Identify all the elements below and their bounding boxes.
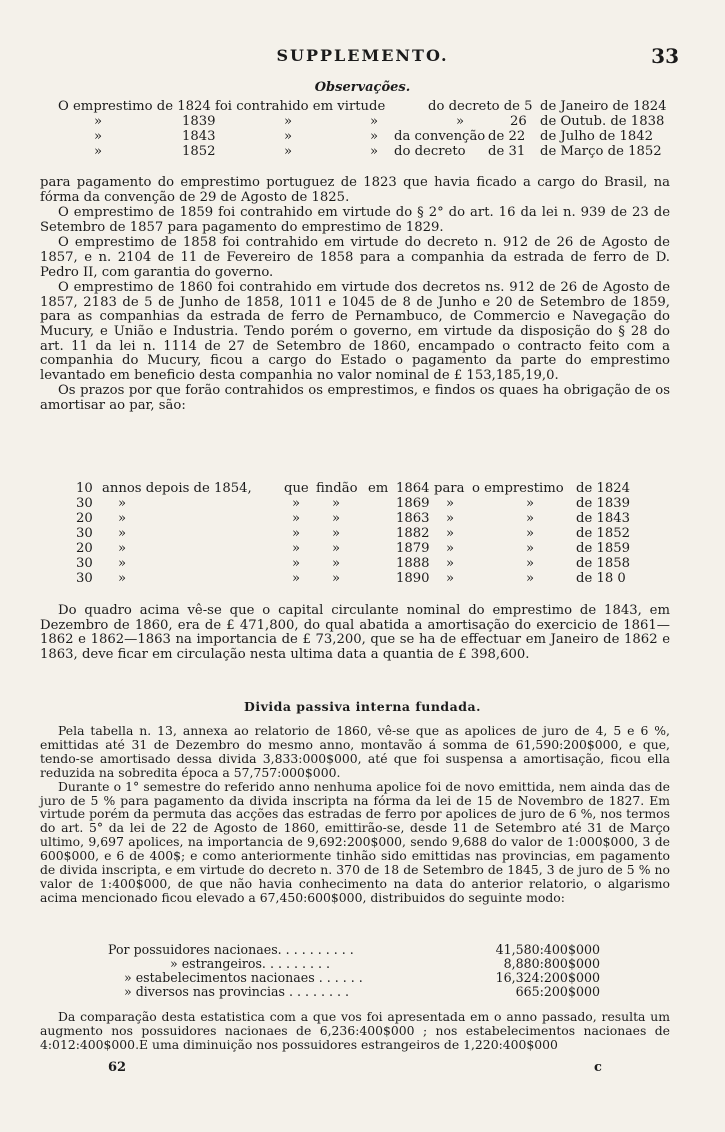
prazo-de: de 1852 bbox=[576, 526, 630, 541]
prazo-emprestimo: o emprestimo bbox=[472, 481, 564, 496]
prazo-ano-fim: 1888 bbox=[396, 556, 430, 571]
distribuicao-label: » diversos nas provincias . . . . . . . . bbox=[124, 984, 350, 999]
prazo-text: » bbox=[118, 541, 127, 556]
prazo-anos: 30 bbox=[76, 556, 93, 571]
page-header bbox=[0, 44, 725, 68]
prazo-text: » bbox=[118, 496, 127, 511]
prazo-de: de 1858 bbox=[576, 556, 630, 571]
prazo-findao: » bbox=[332, 496, 341, 511]
row-day: de 31 bbox=[488, 144, 526, 159]
signature-mark-right: c bbox=[594, 1060, 602, 1075]
prazo-em: em bbox=[368, 481, 389, 496]
prazo-de: de 18 0 bbox=[576, 571, 626, 586]
distribuicao-list bbox=[108, 942, 600, 998]
prazo-anos: 20 bbox=[76, 511, 93, 526]
prazo-que: que bbox=[284, 481, 309, 496]
ditto-mark: » bbox=[94, 129, 103, 144]
prazos-row bbox=[40, 557, 670, 572]
distribuicao-row bbox=[108, 942, 600, 956]
distribuicao-value: 665:200$000 bbox=[515, 984, 600, 999]
row-decree: da convenção bbox=[394, 129, 486, 144]
final-paragraph: Da comparação desta estatistica com a que vos foi apresentada em o anno passado, resulta um augmento nos possuidores nacionaes de 6,236:400$000 ; nos estabelecimentos nacionaes de 4:012:400$000.E uma diminuição nos possuidores estrangeiros de 1,220:400$000 bbox=[40, 1009, 670, 1052]
divida-paragraphs bbox=[40, 724, 670, 905]
prazo-emprestimo: » bbox=[526, 571, 535, 586]
prazo-emprestimo: » bbox=[526, 556, 535, 571]
distribuicao-row bbox=[108, 984, 600, 998]
emprestimos-list bbox=[40, 100, 670, 162]
prazo-anos: 30 bbox=[76, 526, 93, 541]
prazo-text: » bbox=[118, 571, 127, 586]
paragraph: para pagamento do emprestimo portuguez de 1823 que havia ficado a cargo do Brasil, na fórma da convenção de 29 de Agosto de 1825. bbox=[40, 175, 670, 205]
prazo-ano-fim: 1890 bbox=[396, 571, 430, 586]
prazo-findao: » bbox=[332, 511, 341, 526]
observacoes-heading: Observações. bbox=[314, 80, 411, 95]
row-date: de Julho de 1842 bbox=[540, 129, 654, 144]
paragraph: Durante o 1° semestre do referido anno nenhuma apolice foi de novo emittida, nem ainda das de juro de 5 % para pagamento da divida inscripta na fórma da lei de 15 de Novembro de 1827. Em virtude porém da permuta das acções das estradas de ferro por apolices de juro de 6 %, nos termos do art. 5° da lei de 22 de Agosto de 1860, emittirão-se, desde 11 de Setembro até 31 de Março ultimo, 9,697 apolices, na importancia de 9,692:200$000, sendo 9,688 do valor de 1:000$000, 3 de 600$000, e 6 de 400$; e como anteriormente tinhão sido emittidas nas provincias, em pagamento de divida inscripta, e em virtude do decreto n. 370 de 18 de Setembro de 1845, 3 de juro de 5 % no valor de 1:400$000, de que não havia conhecimento na data do anterior relatorio, o algarismo acima mencionado ficou elevado a 67,450:600$000, distribuidos do seguinte modo: bbox=[40, 778, 670, 905]
row-date: de Janeiro de 1824 bbox=[540, 99, 667, 114]
prazo-emprestimo: » bbox=[526, 511, 535, 526]
paragraph: O emprestimo de 1858 foi contrahido em virtude do decreto n. 912 de 26 de Agosto de 1857, e n. 2104 de 11 de Fevereiro de 1858 para a companhia da estrada de ferro de D. Pedro II, com garantia do governo. bbox=[40, 235, 670, 280]
emprestimo-row bbox=[40, 115, 670, 130]
prazo-anos: 20 bbox=[76, 541, 93, 556]
prazo-ano-fim: 1869 bbox=[396, 496, 430, 511]
ditto-mark: » bbox=[370, 129, 379, 144]
prazo-de: de 1843 bbox=[576, 511, 630, 526]
paragraph: Pela tabella n. 13, annexa ao relatorio de 1860, vê-se que as apolices de juro de 4, 5 e 6 %, emittidas até 31 de Dezembro do mesmo anno, montavão á somma de 61,590:200$000, e que, tendo-se amortisado dessa divida 3,833:000$000, até que foi suspensa a amortisação, ficou ella reduzida na sobredita época a 57,757:000$000. bbox=[40, 723, 670, 780]
prazo-text: » bbox=[118, 526, 127, 541]
row-year: 1839 bbox=[182, 114, 216, 129]
prazo-para: » bbox=[446, 511, 455, 526]
prazo-ano-fim: 1879 bbox=[396, 541, 430, 556]
ditto-mark: » bbox=[370, 114, 379, 129]
prazo-ano-fim: 1863 bbox=[396, 511, 430, 526]
prazo-findao: » bbox=[332, 526, 341, 541]
page-footer bbox=[0, 1060, 725, 1080]
row-date: de Outub. de 1838 bbox=[540, 114, 665, 129]
prazo-anos: 30 bbox=[76, 496, 93, 511]
prazo-que: » bbox=[292, 556, 301, 571]
prazos-row bbox=[40, 482, 670, 497]
emprestimo-row bbox=[40, 130, 670, 145]
distribuicao-row bbox=[108, 970, 600, 984]
prazo-findao: » bbox=[332, 541, 341, 556]
prazo-para: » bbox=[446, 526, 455, 541]
prazo-findao: » bbox=[332, 571, 341, 586]
row-decree: do decreto de 5 bbox=[428, 99, 533, 114]
ditto-mark: » bbox=[370, 144, 379, 159]
ditto-mark: » bbox=[284, 114, 293, 129]
prazos-row bbox=[40, 527, 670, 542]
ditto-mark: » bbox=[284, 129, 293, 144]
emprestimo-row bbox=[40, 100, 670, 115]
distribuicao-label: Por possuidores nacionaes. . . . . . . . . . bbox=[108, 942, 354, 957]
quadro-paragraph: Do quadro acima vê-se que o capital circulante nominal do emprestimo de 1843, em Dezembro de 1860, era de £ 471,800, do qual abatida a amortisação do exercicio de 1861—1862 e 1862—1863 na importancia de £ 73,200, que se ha de effectuar em Janeiro de 1862 e 1863, deve ficar em circulação nesta ultima data a quantia de £ 398,600. bbox=[40, 603, 670, 662]
prazo-anos: 10 bbox=[76, 481, 93, 496]
prazo-que: » bbox=[292, 541, 301, 556]
row-year: 1843 bbox=[182, 129, 216, 144]
prazo-findao: findão bbox=[316, 481, 358, 496]
row-decree: do decreto bbox=[394, 144, 466, 159]
emprestimo-row bbox=[40, 145, 670, 160]
prazo-ano-fim: 1882 bbox=[396, 526, 430, 541]
running-title: SUPPLEMENTO. bbox=[276, 46, 449, 65]
prazos-row bbox=[40, 497, 670, 512]
paragraph: Os prazos por que forão contrahidos os emprestimos, e findos os quaes ha obrigação de os amortisar ao par, são: bbox=[40, 383, 670, 413]
section-heading: Divida passiva interna fundada. bbox=[244, 699, 481, 714]
prazo-de: de 1859 bbox=[576, 541, 630, 556]
ditto-mark: » bbox=[94, 144, 103, 159]
prazos-row bbox=[40, 542, 670, 557]
prazo-para: » bbox=[446, 541, 455, 556]
signature-mark-left: 62 bbox=[108, 1060, 127, 1075]
row-year: 1852 bbox=[182, 144, 216, 159]
prazo-anos: 30 bbox=[76, 571, 93, 586]
prazo-de: de 1824 bbox=[576, 481, 630, 496]
prazos-table bbox=[40, 482, 670, 592]
prazo-para: » bbox=[446, 571, 455, 586]
row-date: de Março de 1852 bbox=[540, 144, 662, 159]
prazo-emprestimo: » bbox=[526, 526, 535, 541]
prazo-findao: » bbox=[332, 556, 341, 571]
prazo-text: » bbox=[118, 511, 127, 526]
prazo-ano-fim: 1864 bbox=[396, 481, 430, 496]
prazo-que: » bbox=[292, 496, 301, 511]
paragraph: O emprestimo de 1860 foi contrahido em virtude dos decretos ns. 912 de 26 de Agosto de 1857, 2183 de 5 de Junho de 1858, 1011 e 1045 de 8 de Junho e 20 de Setembro de 1859, para as companhias da estrada de ferro de Pernambuco, de Commercio e Navegação do Mucury, e União e Industria. Tendo porém o governo, em virtude da disposição do § 28 do art. 11 da lei n. 1114 de 27 de Setembro de 1860, encampado o contracto feito com a companhia do Mucury, ficou a cargo do Estado o pagamento da parte do emprestimo levantado em beneficio desta companhia no valor nominal de £ 153,185,19,0. bbox=[40, 280, 670, 383]
prazo-que: » bbox=[292, 571, 301, 586]
prazos-row bbox=[40, 512, 670, 527]
distribuicao-row bbox=[108, 956, 600, 970]
distribuicao-label: » estrangeiros. . . . . . . . . bbox=[170, 956, 330, 971]
distribuicao-label: » estabelecimentos nacionaes . . . . . . bbox=[124, 970, 363, 985]
prazo-text: annos depois de 1854, bbox=[102, 481, 252, 496]
prazo-para: » bbox=[446, 556, 455, 571]
row-day: de 22 bbox=[488, 129, 526, 144]
distribuicao-value: 16,324:200$000 bbox=[495, 970, 600, 985]
prazo-para: » bbox=[446, 496, 455, 511]
observacoes-paragraphs bbox=[40, 176, 670, 414]
prazo-text: » bbox=[118, 556, 127, 571]
prazo-de: de 1839 bbox=[576, 496, 630, 511]
prazo-emprestimo: » bbox=[526, 496, 535, 511]
prazo-emprestimo: » bbox=[526, 541, 535, 556]
distribuicao-value: 41,580:400$000 bbox=[495, 942, 600, 957]
paragraph: O emprestimo de 1859 foi contrahido em virtude do § 2° do art. 16 da lei n. 939 de 23 de Setembro de 1857 para pagamento do emprestimo de 1829. bbox=[40, 205, 670, 235]
prazo-que: » bbox=[292, 511, 301, 526]
prazo-que: » bbox=[292, 526, 301, 541]
row-text: O emprestimo de 1824 foi contrahido em virtude bbox=[58, 99, 386, 114]
ditto-mark: » bbox=[456, 114, 465, 129]
ditto-mark: » bbox=[94, 114, 103, 129]
prazo-para: para bbox=[434, 481, 465, 496]
ditto-mark: » bbox=[284, 144, 293, 159]
prazos-row bbox=[40, 572, 670, 587]
page-number: 33 bbox=[651, 44, 679, 68]
row-day: 26 bbox=[510, 114, 527, 129]
distribuicao-value: 8,880:800$000 bbox=[503, 956, 600, 971]
